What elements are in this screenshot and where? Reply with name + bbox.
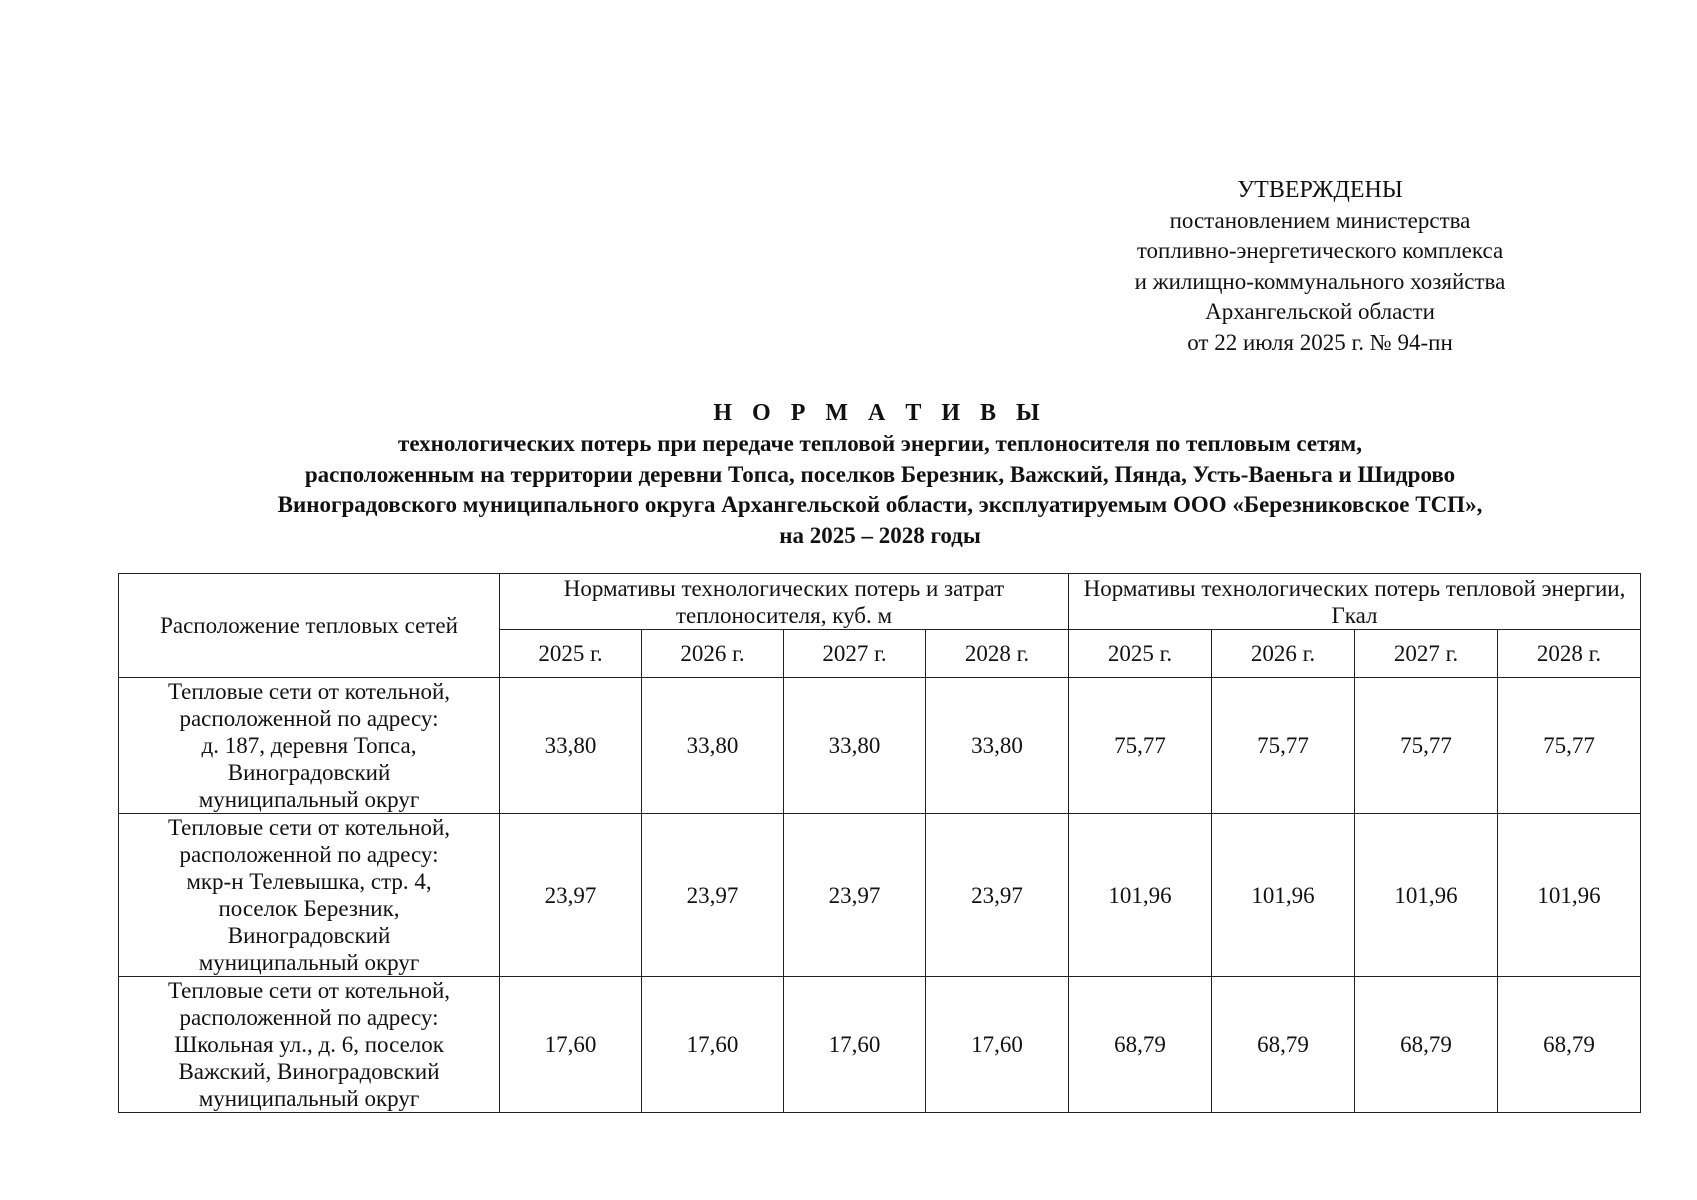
coolant-value: 17,60: [926, 977, 1069, 1113]
title-line: на 2025 – 2028 годы: [779, 522, 981, 548]
header-location: Расположение тепловых сетей: [119, 574, 500, 678]
table-row: [119, 678, 1641, 814]
location-line: Важский, Виноградовский: [178, 1059, 440, 1084]
coolant-value: 23,97: [642, 814, 784, 977]
location-cell: [119, 814, 500, 977]
header-heat-group: Нормативы технологических потерь тепловой энергии, Гкал: [1069, 574, 1641, 630]
location-cell: [119, 977, 500, 1113]
location-line: Виноградовский: [227, 760, 391, 785]
title-line: расположенным на территории деревни Топса, поселков Березник, Важский, Пянда, Усть-Ваеньга и Шидрово: [304, 461, 1456, 487]
heat-value: 68,79: [1069, 977, 1212, 1113]
location-line: Тепловые сети от котельной,: [167, 815, 451, 840]
heat-value: 68,79: [1498, 977, 1641, 1113]
heat-value: 68,79: [1355, 977, 1498, 1113]
header-year: 2028 г.: [1498, 630, 1641, 678]
heat-value: 75,77: [1212, 678, 1355, 814]
header-year: 2025 г.: [500, 630, 642, 678]
approval-block: [1080, 175, 1560, 358]
location-line: муниципальный округ: [198, 787, 420, 812]
approval-date: от 22 июля 2025 г. № 94-пн: [1187, 329, 1453, 355]
coolant-value: 33,80: [500, 678, 642, 814]
coolant-value: 17,60: [642, 977, 784, 1113]
heat-value: 101,96: [1355, 814, 1498, 977]
approval-heading: УТВЕРЖДЕНЫ: [1237, 177, 1403, 203]
location-line: Виноградовский: [227, 923, 391, 948]
location-line: муниципальный округ: [198, 950, 420, 975]
location-line: Тепловые сети от котельной,: [167, 679, 451, 704]
coolant-value: 23,97: [784, 814, 926, 977]
header-year: 2027 г.: [784, 630, 926, 678]
header-year: 2027 г.: [1355, 630, 1498, 678]
header-coolant-group: Нормативы технологических потерь и затрат теплоносителя, куб. м: [500, 574, 1069, 630]
title-main: Н О Р М А Т И В Ы: [713, 400, 1047, 426]
title-line: Виноградовского муниципального округа Архангельской области, эксплуатируемым ООО «Березниковское ТСП»,: [277, 492, 1483, 517]
location-line: расположенной по адресу:: [179, 1005, 439, 1030]
coolant-value: 23,97: [500, 814, 642, 977]
header-year: 2025 г.: [1069, 630, 1212, 678]
coolant-value: 17,60: [784, 977, 926, 1113]
location-line: расположенной по адресу:: [179, 706, 439, 731]
approval-line: Архангельской области: [1205, 299, 1435, 324]
coolant-value: 17,60: [500, 977, 642, 1113]
location-line: Школьная ул., д. 6, поселок: [174, 1032, 444, 1057]
approval-line: и жилищно-коммунального хозяйства: [1134, 268, 1506, 294]
location-line: расположенной по адресу:: [179, 842, 439, 867]
coolant-value: 33,80: [784, 678, 926, 814]
header-year: 2026 г.: [642, 630, 784, 678]
header-year: 2028 г.: [926, 630, 1069, 678]
document-title: [120, 397, 1640, 551]
approval-line: топливно-энергетического комплекса: [1136, 238, 1504, 263]
table-row: [119, 814, 1641, 977]
heat-value: 101,96: [1212, 814, 1355, 977]
location-line: мкр-н Телевышка, стр. 4,: [186, 869, 432, 894]
coolant-value: 33,80: [926, 678, 1069, 814]
location-cell: [119, 678, 500, 814]
heat-value: 101,96: [1498, 814, 1641, 977]
coolant-value: 23,97: [926, 814, 1069, 977]
location-line: поселок Березник,: [218, 896, 400, 921]
title-line: технологических потерь при передаче тепловой энергии, теплоносителя по тепловым сетям,: [398, 431, 1362, 456]
location-line: муниципальный округ: [198, 1086, 420, 1111]
header-year: 2026 г.: [1212, 630, 1355, 678]
heat-value: 75,77: [1069, 678, 1212, 814]
approval-line: постановлением министерства: [1169, 207, 1471, 233]
norms-table: [118, 573, 1641, 1113]
location-line: Тепловые сети от котельной,: [167, 978, 451, 1003]
heat-value: 75,77: [1355, 678, 1498, 814]
location-line: д. 187, деревня Топса,: [201, 733, 417, 758]
coolant-value: 33,80: [642, 678, 784, 814]
heat-value: 101,96: [1069, 814, 1212, 977]
heat-value: 68,79: [1212, 977, 1355, 1113]
table-row: [119, 977, 1641, 1113]
heat-value: 75,77: [1498, 678, 1641, 814]
